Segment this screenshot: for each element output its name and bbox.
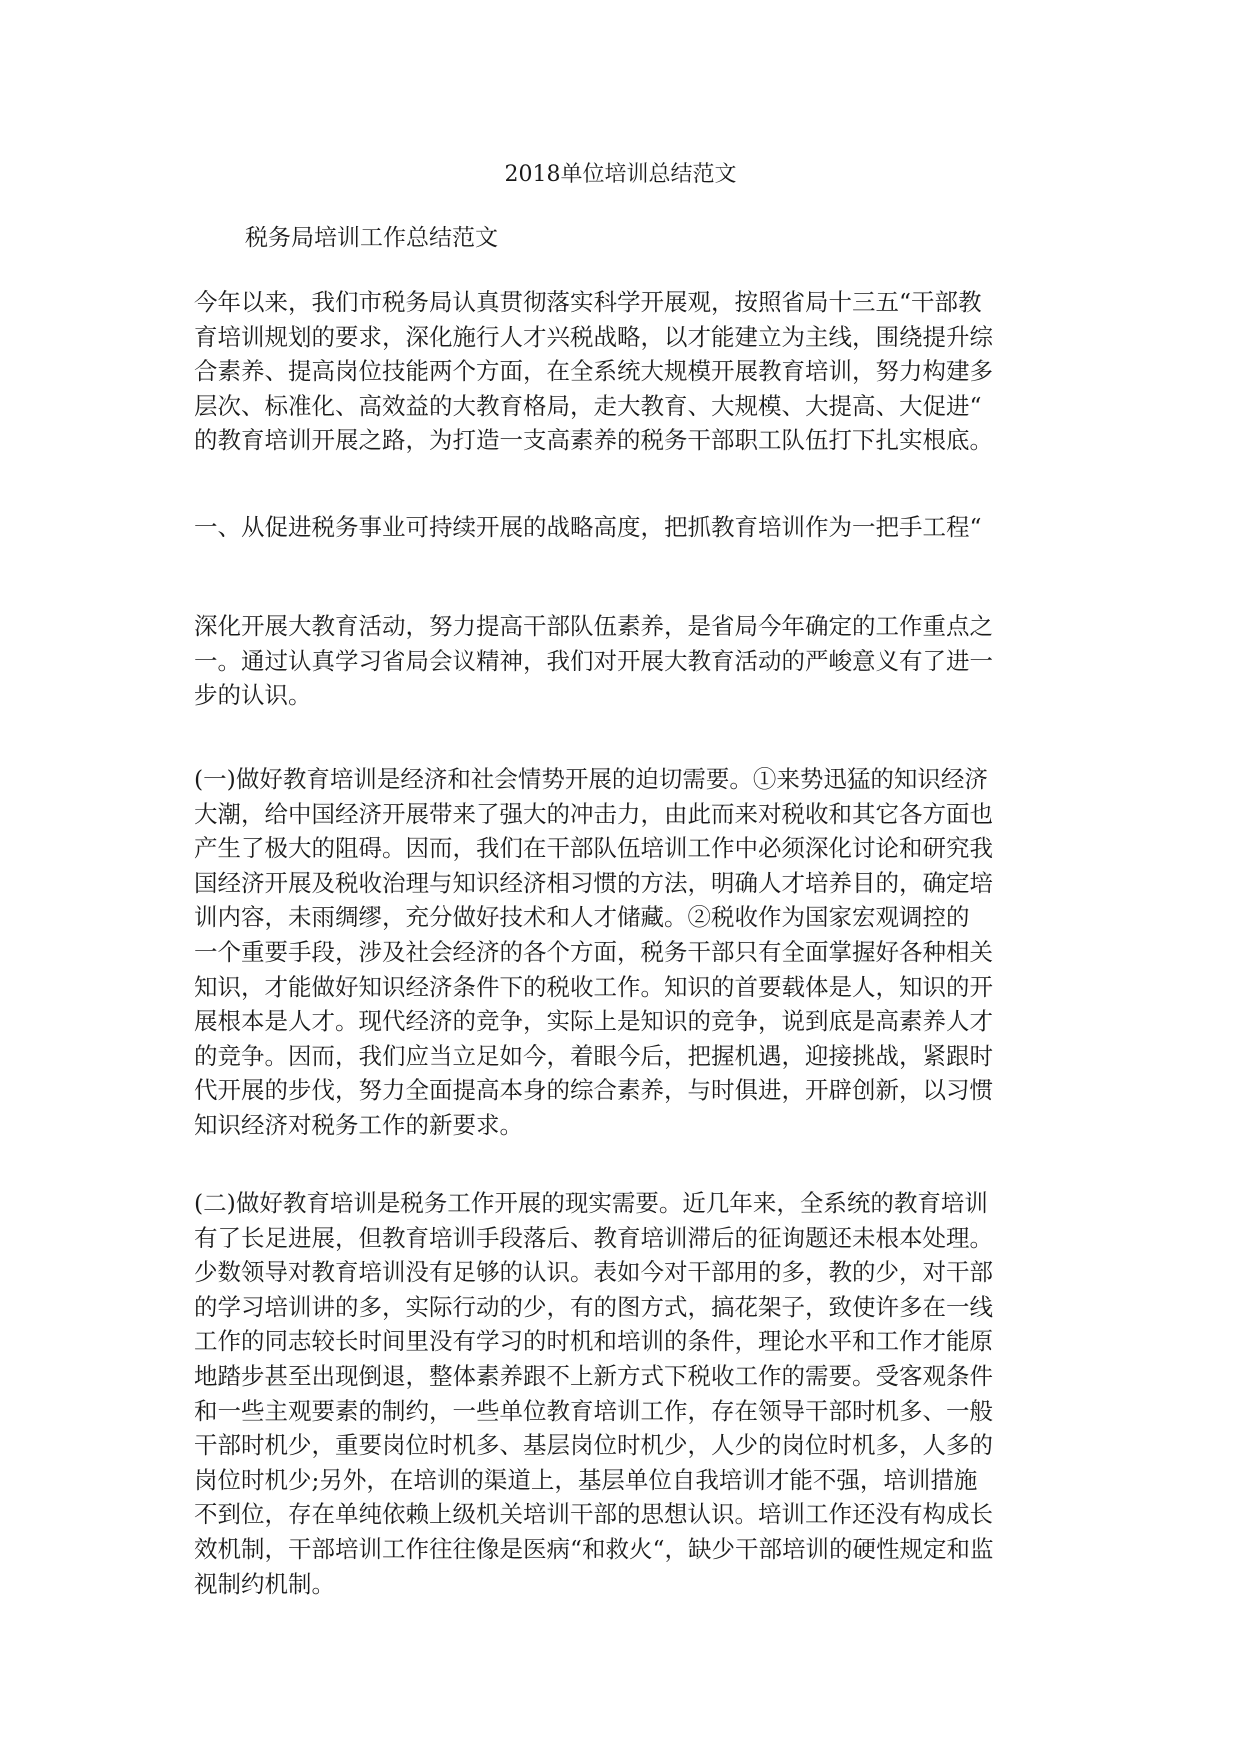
section-heading-one (194, 510, 1050, 545)
paragraph-line: 步的认识。 (194, 681, 312, 710)
paragraph-line: 知识，才能做好知识经济条件下的税收工作。知识的首要载体是人，知识的开 (194, 972, 993, 1001)
paragraph-line: 的竞争。因而，我们应当立足如今，着眼今后，把握机遇，迎接挑战，紧跟时 (194, 1041, 993, 1070)
paragraph-point-two (194, 1186, 1050, 1601)
paragraph-line: 知识经济对税务工作的新要求。 (194, 1110, 523, 1139)
paragraph-line: 的教育培训开展之路，为打造一支高素养的税务干部职工队伍打下扎实根底。 (194, 426, 993, 455)
paragraph-line: 的学习培训讲的多，实际行动的少，有的图方式，搞花架子，致使许多在一线 (194, 1292, 993, 1321)
paragraph-line: 一个重要手段，涉及社会经济的各个方面，税务干部只有全面掌握好各种相关 (194, 937, 993, 966)
paragraph-line: 一。通过认真学习省局会议精神，我们对开展大教育活动的严峻意义有了进一 (194, 646, 993, 675)
paragraph-line: 干部时机少，重要岗位时机多、基层岗位时机少，人少的岗位时机多，人多的 (194, 1431, 993, 1460)
paragraph-line: 工作的同志较长时间里没有学习的时机和培训的条件，理论水平和工作才能原 (194, 1327, 993, 1356)
paragraph-line: 少数领导对教育培训没有足够的认识。表如今对干部用的多，教的少，对干部 (194, 1258, 993, 1287)
paragraph-line: (一)做好教育培训是经济和社会情势开展的迫切需要。①来势迅猛的知识经济 (194, 765, 988, 793)
paragraph-line: 地踏步甚至出现倒退，整体素养跟不上新方式下税收工作的需要。受客观条件 (194, 1361, 993, 1390)
paragraph-line: 国经济开展及税收治理与知识经济相习惯的方法，明确人才培养目的，确定培 (194, 868, 993, 897)
paragraph-line: 岗位时机少;另外，在培训的渠道上，基层单位自我培训才能不强，培训措施 (194, 1465, 978, 1494)
paragraph-line: 层次、标准化、高效益的大教育格局，走大教育、大规模、大提高、大促进“ (194, 391, 982, 420)
paragraph-line: 产生了极大的阻碍。因而，我们在干部队伍培训工作中必须深化讨论和研究我 (194, 834, 993, 863)
paragraph-line: 视制约机制。 (194, 1569, 335, 1598)
paragraph-intro (194, 285, 1050, 458)
paragraph-key-work (194, 609, 1050, 713)
paragraph-line: 有了长足进展，但教育培训手段落后、教育培训滞后的征询题还未根本处理。 (194, 1223, 993, 1252)
paragraph-line: 展根本是人才。现代经济的竞争，实际上是知识的竞争，说到底是高素养人才 (194, 1007, 993, 1036)
paragraph-point-one (194, 762, 1050, 1143)
paragraph-line: 训内容，未雨绸缪，充分做好技术和人才储藏。②税收作为国家宏观调控的 (194, 903, 970, 932)
paragraph-line: 不到位，存在单纯依赖上级机关培训干部的思想认识。培训工作还没有构成长 (194, 1500, 993, 1529)
paragraph-line: 代开展的步伐，努力全面提高本身的综合素养，与时俱进，开辟创新，以习惯 (194, 1076, 993, 1105)
paragraph-line: (二)做好教育培训是税务工作开展的现实需要。近几年来，全系统的教育培训 (194, 1189, 988, 1217)
paragraph-line: 大潮，给中国经济开展带来了强大的冲击力，由此而来对税收和其它各方面也 (194, 799, 993, 828)
paragraph-line: 深化开展大教育活动，努力提高干部队伍素养，是省局今年确定的工作重点之 (194, 612, 993, 640)
paragraph-line: 今年以来，我们市税务局认真贯彻落实科学开展观，按照省局十三五“干部教 (194, 288, 982, 316)
paragraph-line: 育培训规划的要求，深化施行人才兴税战略，以才能建立为主线，围绕提升综 (194, 322, 993, 351)
paragraph-line: 效机制，干部培训工作往往像是医病“和救火“，缺少干部培训的硬性规定和监 (194, 1534, 994, 1563)
paragraph-line: 一、从促进税务事业可持续开展的战略高度，把抓教育培训作为一把手工程“ (194, 513, 982, 541)
paragraph-line: 和一些主观要素的制约，一些单位教育培训工作，存在领导干部时机多、一般 (194, 1396, 993, 1425)
document-subtitle: 税务局培训工作总结范文 (245, 225, 498, 251)
document-title: 2018单位培训总结范文 (504, 162, 737, 187)
paragraph-line: 合素养、提高岗位技能两个方面，在全系统大规模开展教育培训，努力构建多 (194, 357, 993, 386)
